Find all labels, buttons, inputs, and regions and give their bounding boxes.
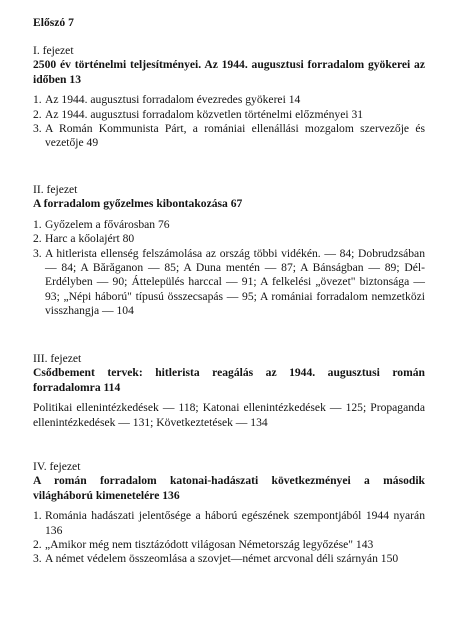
chapter-4 <box>33 460 425 567</box>
item-text: A német védelem összeomlása a szovjet—német arcvonal déli szárnyán 150 <box>45 552 399 566</box>
preface-entry: Előszó 7 <box>33 16 74 29</box>
chapter-1 <box>33 44 425 151</box>
item-text: A hitlerista ellenség felszámolása az ország többi vidékén. — 84; Dobrudzsában — 84; A Bărăganon — 85; A Duna mentén — 87; A Bánságban — 89; Dél-Erdélyben — 90; Áttelepülés harccal — 91; A felkelési „övezet" biztonsága — 93; „Népi háború" típusú összecsapás — 95; A romániai forradalom nemzetközi visszhangja — 104 <box>45 246 425 318</box>
chapter-title: A forradalom győzelmes kibontakozása 67 <box>33 197 243 211</box>
list-item <box>33 247 425 319</box>
list-item <box>33 218 425 232</box>
list-item <box>33 509 425 538</box>
chapter-2 <box>33 183 425 319</box>
chapter-title: 2500 év történelmi teljesítményei. Az 1944. augusztusi forradalom gyökerei az időben 13 <box>33 58 425 86</box>
item-text: Az 1944. augusztusi forradalom évezredes gyökerei 14 <box>45 93 301 107</box>
list-item <box>33 552 425 566</box>
item-text: Az 1944. augusztusi forradalom közvetlen történelmi előzményei 31 <box>45 107 364 121</box>
item-number: 3. <box>33 122 42 136</box>
list-item <box>33 538 425 552</box>
chapter-paragraph: Politikai ellenintézkedések — 118; Katonai ellenintézkedések — 125; Propaganda ellenintézkedések — 131; Következtetések — 134 <box>33 401 425 429</box>
list-item <box>33 232 425 246</box>
item-text: Harc a kőolajért 80 <box>45 232 135 246</box>
item-text: Románia hadászati jelentősége a háború egészének szempontjából 1944 nyarán 136 <box>45 509 425 537</box>
list-item <box>33 93 425 107</box>
chapter-title: A román forradalom katonai-hadászati következményei a második világháború kimenetelére 136 <box>33 474 425 502</box>
item-number: 3. <box>33 246 42 260</box>
item-number: 1. <box>33 217 42 231</box>
item-number: 3. <box>33 552 42 566</box>
item-number: 2. <box>33 232 42 246</box>
item-number: 2. <box>33 107 42 121</box>
chapter-3 <box>33 352 425 430</box>
chapter-items <box>33 218 425 319</box>
chapter-number: I. fejezet <box>33 44 74 57</box>
chapter-items <box>33 93 425 151</box>
item-text: A Román Kommunista Párt, a romániai ellenállási mozgalom szervezője és vezetője 49 <box>45 122 425 150</box>
item-text: Győzelem a fővárosban 76 <box>45 217 170 231</box>
chapter-items <box>33 509 425 567</box>
chapter-title: Csődbement tervek: hitlerista reagálás az 1944. augusztusi román forradalomra 114 <box>33 366 425 394</box>
chapter-number: III. fejezet <box>33 352 82 365</box>
list-item <box>33 108 425 122</box>
item-number: 1. <box>33 509 42 523</box>
item-number: 1. <box>33 93 42 107</box>
chapter-number: II. fejezet <box>33 183 78 196</box>
chapter-number: IV. fejezet <box>33 460 81 473</box>
item-text: „Amikor még nem tisztázódott világosan Németország legyőzése" 143 <box>45 538 374 552</box>
item-number: 2. <box>33 538 42 552</box>
list-item <box>33 122 425 151</box>
